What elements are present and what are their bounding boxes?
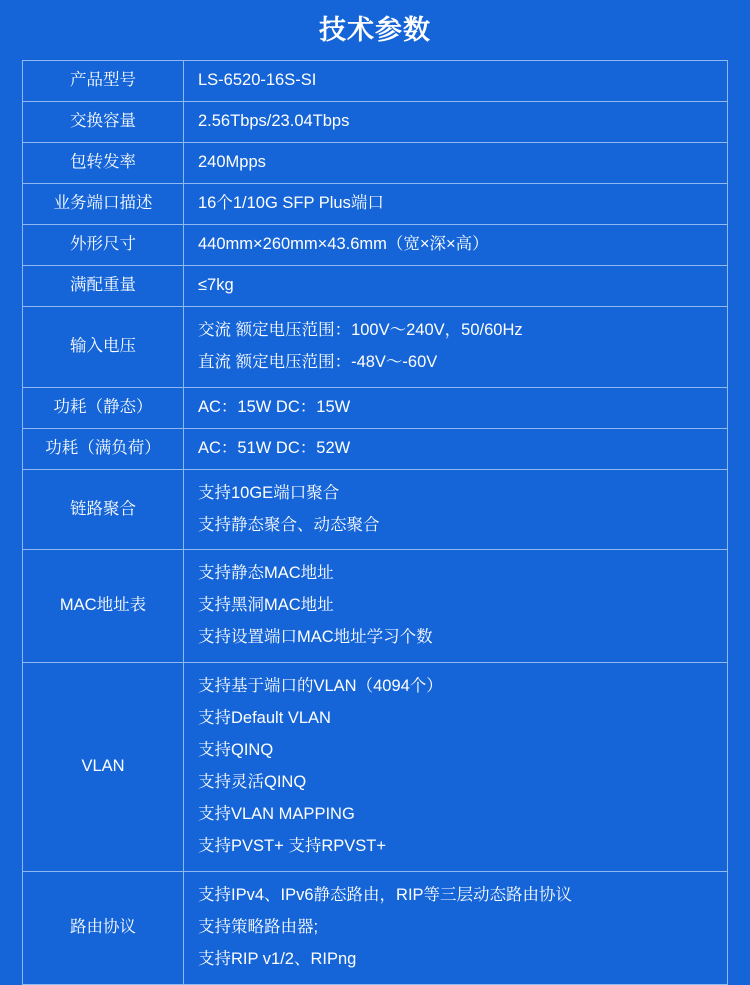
spec-value-line: 支持静态聚合、动态聚合 [198, 515, 380, 534]
spec-value-line: 支持设置端口MAC地址学习个数 [198, 628, 433, 647]
spec-label: 满配重量 [23, 266, 184, 307]
table-row [23, 871, 728, 984]
table-row [23, 428, 728, 469]
spec-value [184, 428, 728, 469]
table-row [23, 469, 728, 550]
spec-label: 功耗（满负荷） [23, 428, 184, 469]
spec-value-line: 支持静态MAC地址 [198, 564, 334, 583]
spec-table [22, 60, 728, 984]
table-row [23, 387, 728, 428]
spec-label: MAC地址表 [23, 550, 184, 663]
table-row [23, 184, 728, 225]
spec-value-line: 支持IPv4、IPv6静态路由，RIP等三层动态路由协议 [198, 885, 573, 904]
spec-value [184, 102, 728, 143]
spec-label: 链路聚合 [23, 469, 184, 550]
spec-value-line: 240Mpps [198, 153, 266, 172]
spec-value-line: 支持基于端口的VLAN（4094个） [198, 677, 443, 696]
spec-value [184, 266, 728, 307]
table-row [23, 102, 728, 143]
spec-value [184, 871, 728, 984]
spec-value-line: 16个1/10G SFP Plus端口 [198, 194, 384, 213]
spec-label: 业务端口描述 [23, 184, 184, 225]
spec-value [184, 225, 728, 266]
table-row [23, 143, 728, 184]
spec-value [184, 469, 728, 550]
spec-value-line: 440mm×260mm×43.6mm（宽×深×高） [198, 235, 489, 254]
spec-value [184, 550, 728, 663]
spec-value-line: 支持策略路由器; [198, 917, 319, 936]
spec-label: 交换容量 [23, 102, 184, 143]
spec-value [184, 143, 728, 184]
page-title: 技术参数 [319, 15, 431, 45]
spec-value-line: 直流 额定电压范围：-48V～-60V [198, 352, 438, 371]
spec-value-line: 支持VLAN MAPPING [198, 804, 355, 823]
spec-value-line: 支持QINQ [198, 741, 274, 760]
spec-value [184, 61, 728, 102]
spec-value [184, 306, 728, 387]
spec-label: VLAN [23, 663, 184, 872]
spec-value-line: 支持Default VLAN [198, 709, 331, 728]
spec-label: 产品型号 [23, 61, 184, 102]
table-row [23, 266, 728, 307]
spec-value-line: ≤7kg [198, 276, 234, 294]
table-row [23, 550, 728, 663]
spec-table-body [23, 61, 728, 984]
spec-label: 路由协议 [23, 871, 184, 984]
spec-value-line: AC：15W DC：15W [198, 397, 351, 416]
spec-value [184, 387, 728, 428]
spec-value-line: 支持RIP v1/2、RIPng [198, 949, 357, 968]
spec-value-line: 2.56Tbps/23.04Tbps [198, 112, 350, 131]
spec-label: 包转发率 [23, 143, 184, 184]
spec-value-line: 支持黑洞MAC地址 [198, 596, 334, 615]
spec-value-line: AC：51W DC：52W [198, 438, 351, 457]
spec-value-line: 支持10GE端口聚合 [198, 483, 340, 502]
spec-label: 外形尺寸 [23, 225, 184, 266]
spec-value [184, 663, 728, 872]
table-row [23, 306, 728, 387]
spec-value [184, 184, 728, 225]
spec-label: 输入电压 [23, 306, 184, 387]
table-row [23, 61, 728, 102]
spec-label: 功耗（静态） [23, 387, 184, 428]
spec-value-line: LS-6520-16S-SI [198, 71, 317, 90]
table-row [23, 225, 728, 266]
table-row [23, 663, 728, 872]
spec-value-line: 支持PVST+ 支持RPVST+ [198, 836, 386, 855]
spec-value-line: 交流 额定电压范围：100V～240V，50/60Hz [198, 320, 523, 339]
spec-value-line: 支持灵活QINQ [198, 772, 307, 791]
